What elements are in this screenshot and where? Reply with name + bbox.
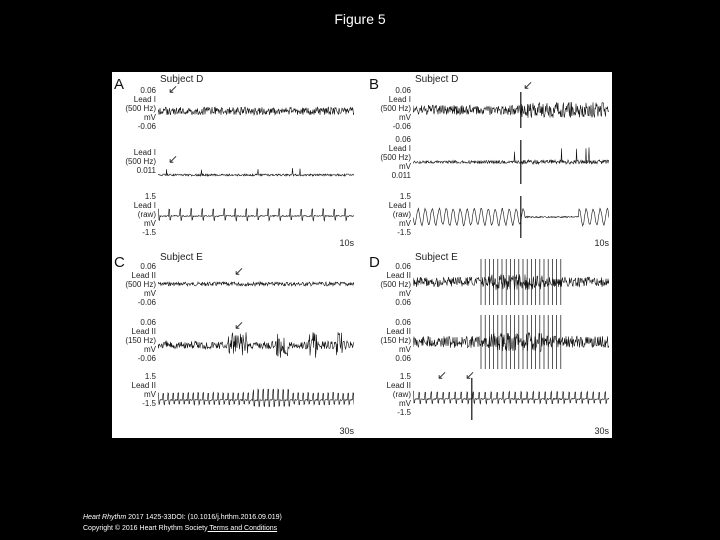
trace-label: 0.06 Lead I (500 Hz) mV 0.011 (380, 135, 411, 180)
trace-label: 1.5 Lead II mV -1.5 (131, 372, 156, 408)
ecg-trace (413, 258, 609, 306)
trace-line (158, 332, 354, 358)
arrow-icon: ↙ (437, 368, 448, 382)
ecg-trace (413, 92, 609, 128)
trace-line (158, 282, 354, 286)
time-scale: 30s (339, 426, 354, 436)
trace-label: 0.06 Lead II (500 Hz) mV -0.06 (125, 262, 156, 307)
panel-letter: C (114, 254, 125, 271)
time-scale: 30s (594, 426, 609, 436)
trace-line (413, 102, 609, 118)
ecg-trace (158, 276, 354, 292)
ecg-trace (413, 314, 609, 370)
trace-line (413, 333, 609, 352)
figure-title: Figure 5 (334, 11, 386, 27)
subject-label: Subject E (415, 252, 458, 263)
figure-image (112, 72, 612, 438)
ecg-trace (413, 196, 609, 238)
trace-line (413, 274, 609, 290)
ecg-trace (158, 380, 354, 420)
copyright-text: Copyright © 2016 Heart Rhythm Society (83, 525, 208, 532)
trace-line (413, 147, 609, 164)
panel-d (367, 250, 612, 438)
subject-label: Subject E (160, 252, 203, 263)
panel-b (367, 72, 612, 250)
citation-ref: 2017 1425-33DOI: (10.1016/j.hrthm.2016.09.019) (126, 514, 282, 521)
arrow-icon: ↙ (168, 82, 179, 96)
panel-a (112, 72, 357, 250)
panel-letter: D (369, 254, 380, 271)
trace-label: 0.06 Lead II (150 Hz) mV 0.06 (380, 318, 411, 363)
trace-label: 1.5 Lead II (raw) mV -1.5 (386, 372, 411, 417)
journal-name: Heart Rhythm (83, 514, 127, 521)
trace-label: 0.06 Lead II (500 Hz) mV 0.06 (380, 262, 411, 307)
trace-line (413, 391, 609, 403)
panel-letter: A (114, 76, 125, 93)
trace-line (158, 208, 354, 220)
ecg-trace (413, 378, 609, 420)
trace-line (413, 208, 609, 226)
trace-label: 0.06 Lead I (500 Hz) mV -0.06 (380, 86, 411, 131)
ecg-trace (413, 140, 609, 184)
subject-label: Subject D (415, 74, 459, 85)
trace-label: 0.06 Lead II (150 Hz) mV -0.06 (125, 318, 156, 363)
arrow-icon: ↙ (234, 264, 245, 278)
terms-link[interactable]: Terms and Conditions (207, 525, 278, 532)
trace-label: 0.06 Lead I (500 Hz) mV -0.06 (125, 86, 156, 131)
arrow-icon: ↙ (168, 152, 179, 166)
arrow-icon: ↙ (234, 318, 245, 332)
time-scale: 10s (594, 238, 609, 248)
arrow-icon: ↙ (523, 78, 534, 92)
trace-label: Lead I (500 Hz) 0.011 (125, 148, 156, 175)
subject-label: Subject D (160, 74, 204, 85)
trace-label: 1.5 Lead I (raw) mV -1.5 (133, 192, 156, 237)
trace-label: 1.5 Lead I (raw) mV -1.5 (388, 192, 411, 237)
panel-letter: B (369, 76, 380, 93)
trace-line (158, 107, 354, 115)
ecg-trace (158, 164, 354, 186)
arrow-icon: ↙ (465, 368, 476, 382)
ecg-trace (158, 198, 354, 234)
trace-line (158, 168, 354, 176)
trace-line (158, 389, 354, 407)
citation-footer (83, 512, 282, 534)
time-scale: 10s (339, 238, 354, 248)
ecg-trace (158, 98, 354, 124)
panel-c (112, 250, 357, 438)
ecg-trace (158, 322, 354, 368)
